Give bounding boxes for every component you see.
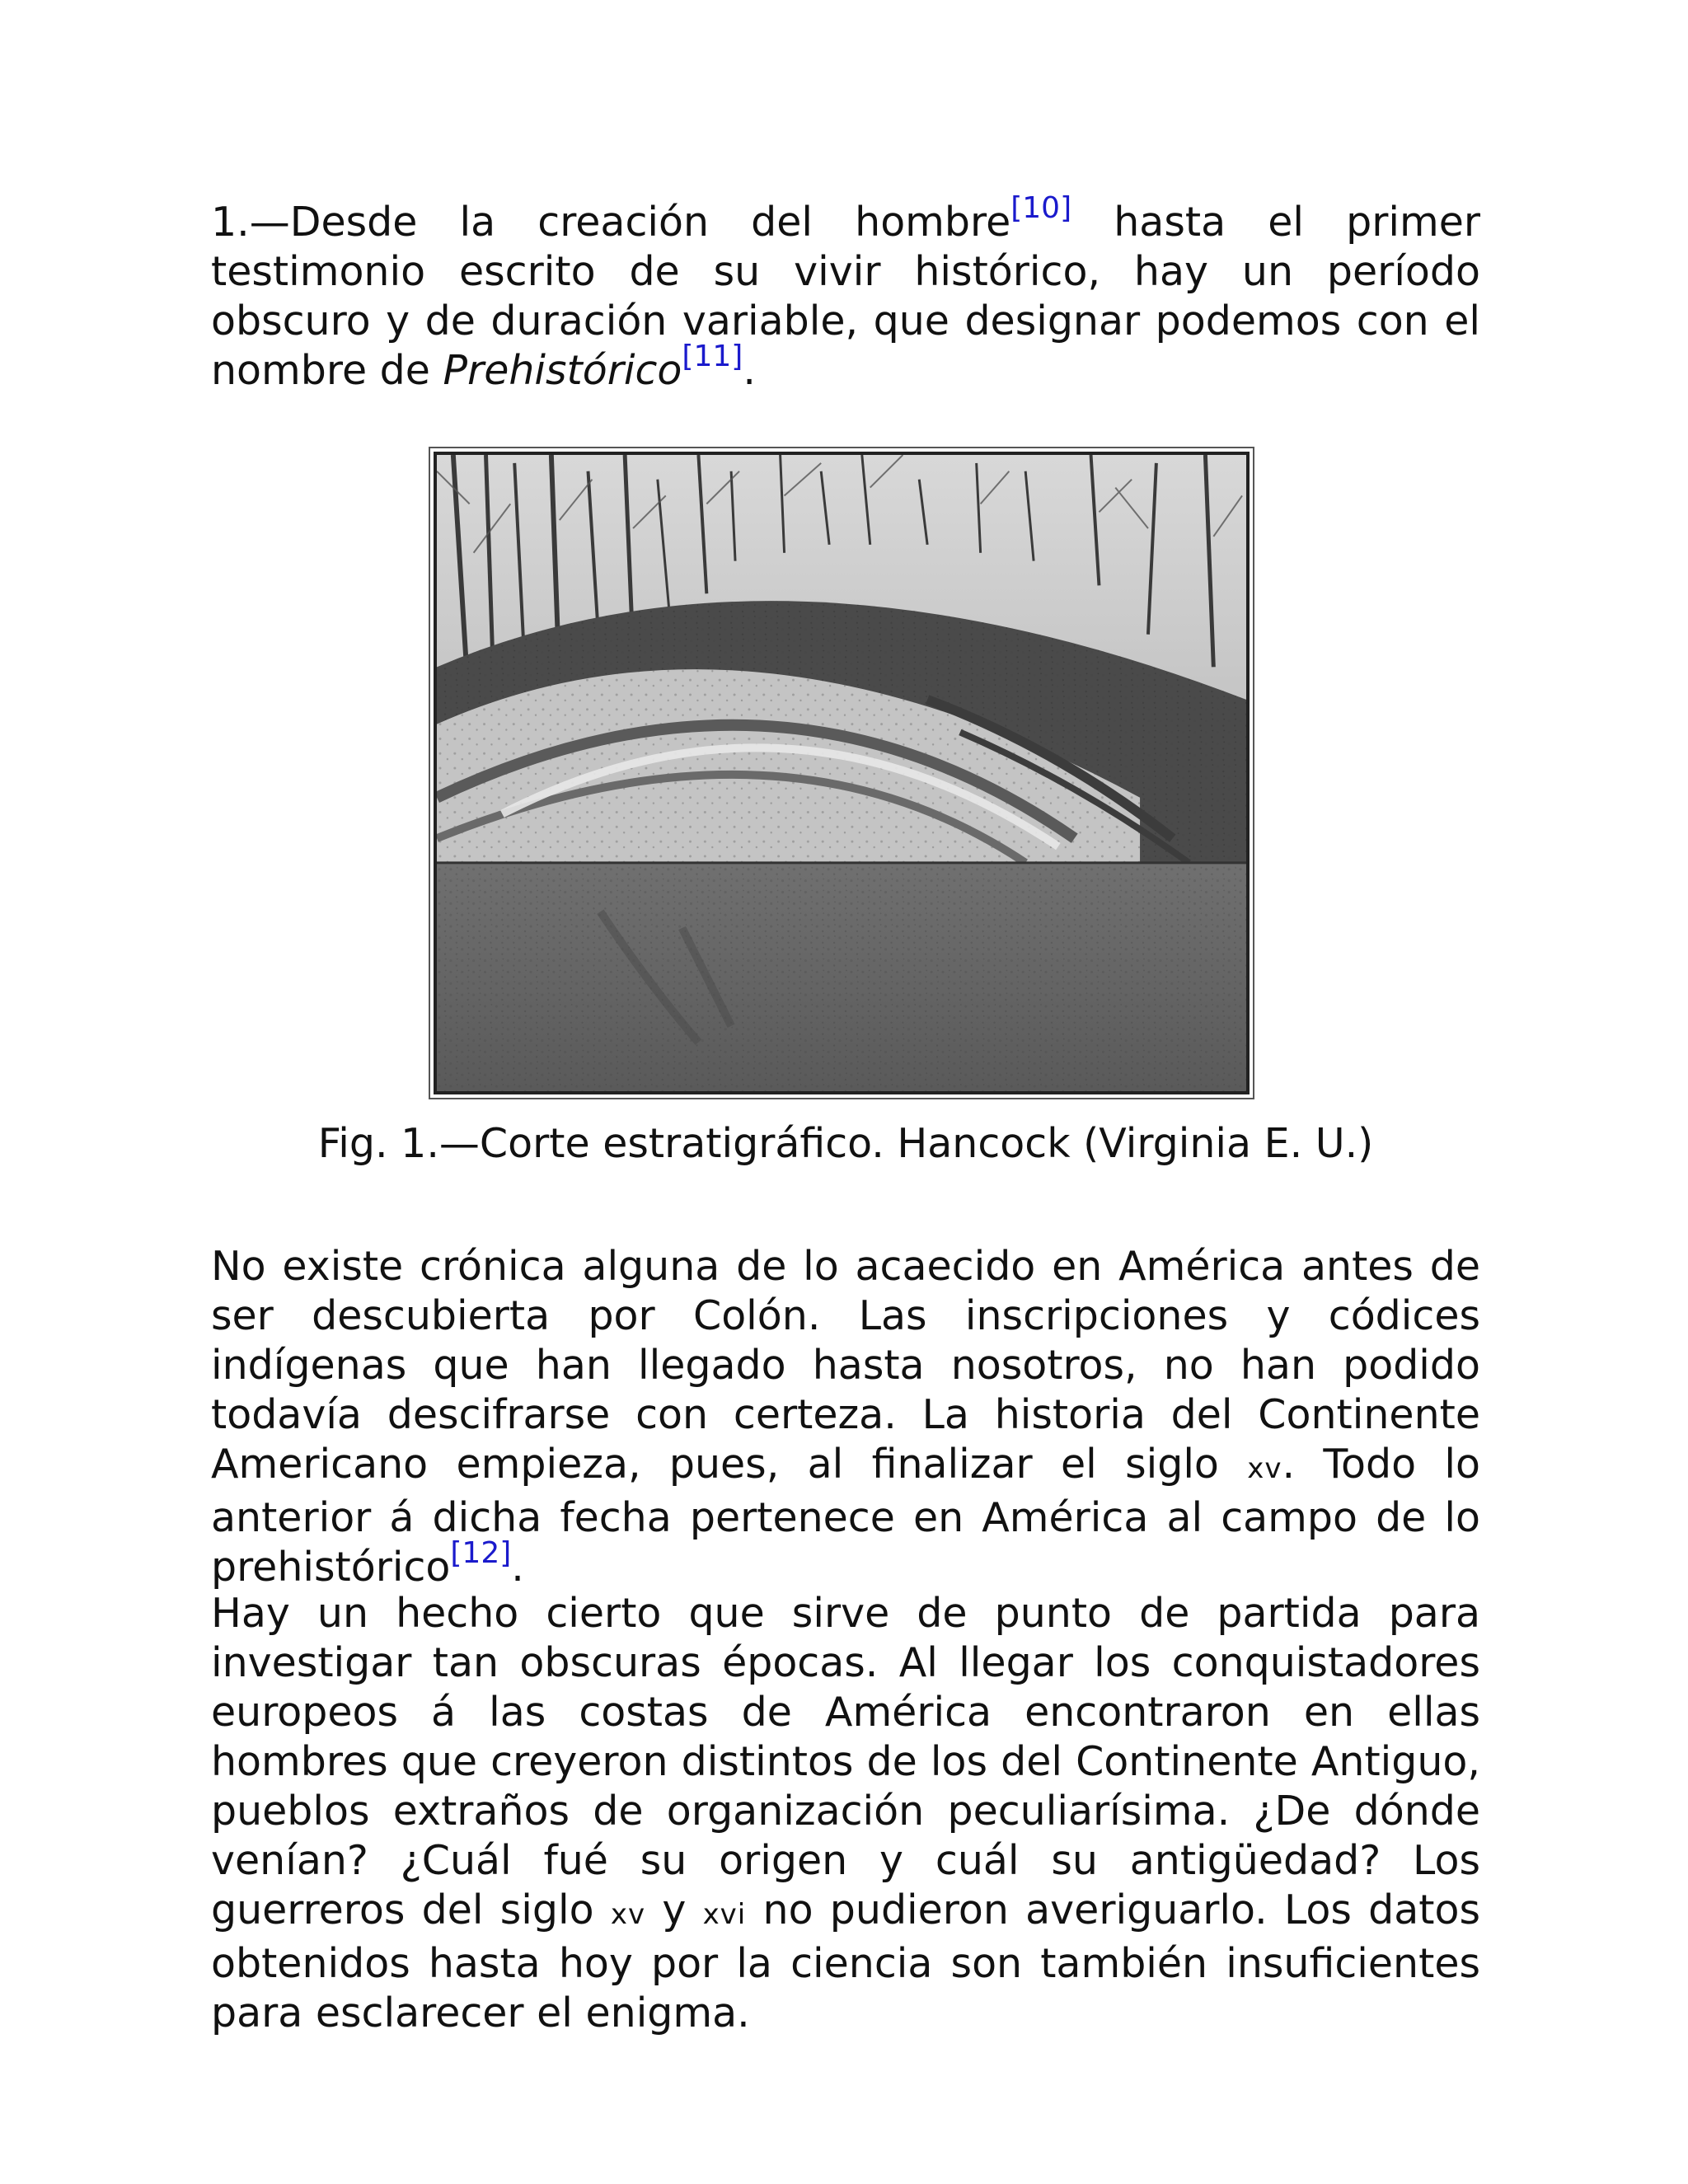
paragraph-1-text-a: 1.—Desde la creación del hombre: [211, 199, 1011, 246]
paragraph-1-text-b: hasta el primer testimonio escrito de su vivir histórico, hay un período obscuro y de duración variable, que designar podemos con el nombre de: [211, 199, 1480, 394]
footnote-link-12[interactable]: [12]: [450, 1536, 512, 1570]
century-xvi: xvi: [702, 1898, 747, 1931]
paragraph-2-end: .: [511, 1544, 524, 1591]
term-prehistorico: Prehistórico: [443, 347, 682, 394]
footnote-link-11[interactable]: [11]: [682, 340, 743, 373]
footnote-link-10[interactable]: [10]: [1010, 191, 1072, 225]
page-content: [211, 191, 1481, 2036]
figure-caption: Fig. 1.—Corte estratigráfico. Hancock (Virginia E. U.): [317, 1120, 1374, 1167]
century-xv: xv: [1247, 1452, 1282, 1485]
paragraph-1: [211, 191, 1480, 396]
stratigraphic-cut-photo: [434, 452, 1250, 1094]
paragraph-3-text-b: no pudieron averiguarlo. Los datos obtenidos hasta hoy por la ciencia son también insuficientes para esclarecer el enigma.: [211, 1886, 1481, 2036]
paragraph-2-text-b: . Todo lo anterior á dicha fecha pertenece en América al campo de lo prehistórico: [211, 1441, 1480, 1591]
paragraph-2-text-a: No existe crónica alguna de lo acaecido en América antes de ser descubierta por Colón. Las inscripciones y códices indígenas que han llegado hasta nosotros, no han podido todavía descifrarse con certeza. La historia del Continente Americano empieza, pues, al finalizar el siglo: [211, 1243, 1480, 1488]
paragraph-3-text-a: Hay un hecho cierto que sirve de punto de partida para investigar tan obscuras épocas. Al llegar los conquistadores europeos á las costas de América encontraron en ellas hombres que creyeron distintos de los del Continente Antiguo, pueblos extraños de organización peculiarísima. ¿De dónde venían? ¿Cuál fué su origen y cuál su antigüedad? Los guerreros del siglo: [211, 1590, 1480, 1933]
paragraph-3-and: y: [645, 1886, 703, 1933]
paragraph-3: [211, 1589, 1480, 2038]
paragraph-1-end: .: [743, 347, 756, 394]
century-xv: xv: [610, 1898, 646, 1931]
paragraph-2: [211, 1242, 1480, 1592]
figure-1: [317, 452, 1374, 1167]
